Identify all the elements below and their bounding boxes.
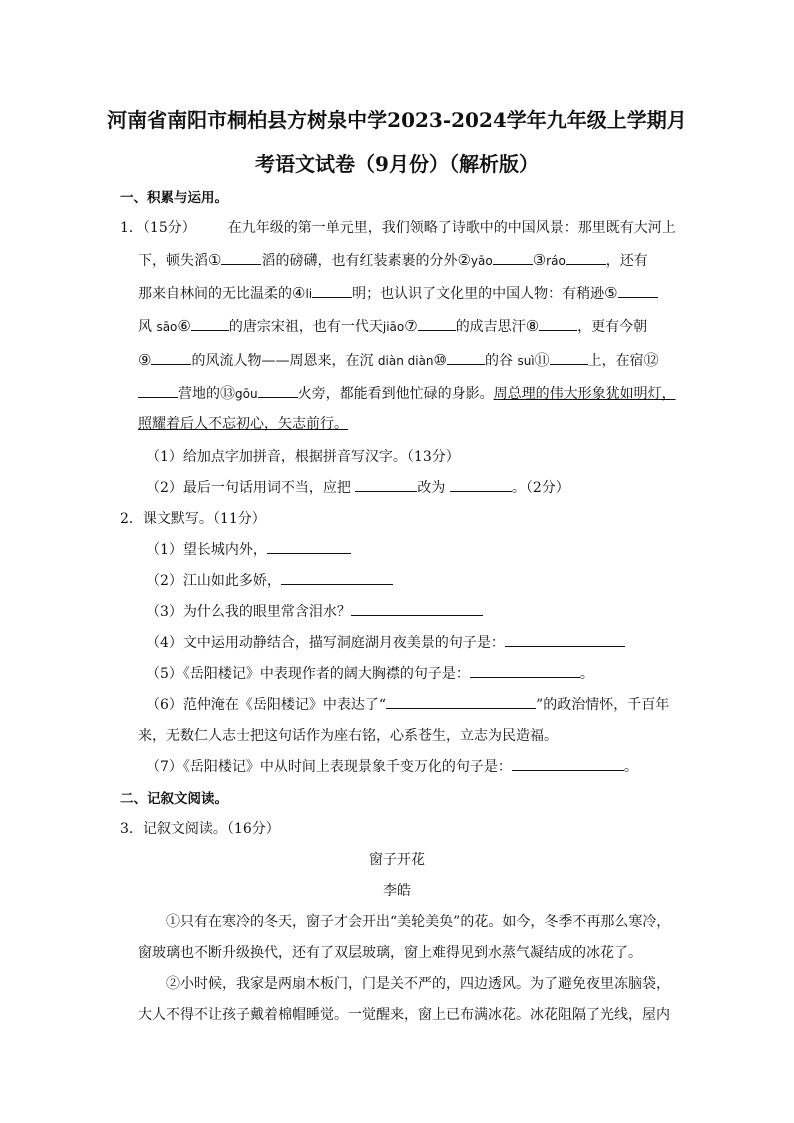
- blank-7[interactable]: [418, 316, 456, 331]
- q1-text-5a: 的风流人物——周恩来，在沉: [191, 353, 374, 369]
- section-heading-2: 二、记叙文阅读。: [120, 791, 228, 807]
- q1-text-2c: ，还有: [605, 253, 648, 269]
- q2-blank-4[interactable]: [505, 632, 625, 647]
- article-author: 李皓: [383, 883, 411, 899]
- q1-text-4a: 风: [138, 319, 152, 335]
- q2-item-6-text-a: （6）范仲淹在《岳阳楼记》中表达了“: [146, 697, 387, 713]
- q1-text-6b: 火旁，都能看到他忙碌的身影。: [297, 386, 494, 402]
- blank-marker-13: ⑬: [220, 384, 236, 402]
- paragraph-2-line-1: ②小时候，我家是两扇木板门，门是关不严的，四边透风。为了避免夜里冻脑袋，: [166, 976, 670, 992]
- q1-sub2-text-a: （2）最后一句话用词不当，应把: [146, 480, 351, 496]
- q1-text-4d: ，更有今朝: [577, 319, 648, 335]
- pinyin-sao: sāo: [156, 320, 178, 334]
- blank-5[interactable]: [618, 283, 658, 298]
- blank-marker-5: ⑤: [604, 284, 618, 302]
- q2-item-7: [146, 756, 638, 776]
- q1-score: （15分）: [142, 220, 196, 236]
- q1-line2: [138, 250, 648, 270]
- q2-item-5: [146, 663, 594, 683]
- q2-item-3-text: （3）为什么我的眼里常含泪水？: [146, 604, 351, 620]
- blank-8[interactable]: [539, 316, 577, 331]
- blank-marker-2: ②: [457, 251, 471, 269]
- q2-heading: 2．课文默写。（11分）: [120, 511, 266, 527]
- q2-blank-7[interactable]: [512, 756, 624, 771]
- q2-item-2: [146, 570, 393, 590]
- q1-number: 1．: [120, 220, 143, 236]
- q1-sub2: [146, 477, 570, 497]
- q1-underlined-sentence-1: 周总理的伟大形象犹如明灯，: [493, 386, 676, 402]
- doc-title-line2: 考语文试卷（9月份）（解析版）: [255, 152, 539, 176]
- doc-title-line1: 河南省南阳市桐柏县方树泉中学2023-2024学年九年级上学期月: [107, 108, 687, 132]
- blank-marker-9: ⑨: [138, 351, 152, 369]
- q2-item-1-text: （1）望长城内外，: [146, 542, 267, 558]
- q1-text-2b: 滔的磅礴，也有红装素裹的分外: [261, 253, 458, 269]
- pinyin-jiao: jiāo: [382, 320, 405, 334]
- q1-line4: [138, 316, 647, 336]
- q1-sub1: （1）给加点字加拼音，根据拼音写汉字。（13分）: [146, 449, 460, 465]
- q1-text-3b: 明；也认识了文化里的中国人物：有稍逊: [352, 286, 605, 302]
- blank-12[interactable]: [138, 383, 178, 398]
- pinyin-gou: gōu: [235, 387, 258, 401]
- sub2-blank-2[interactable]: [450, 477, 512, 492]
- pinyin-diandian: diàn diàn: [377, 354, 434, 368]
- blank-marker-4: ④: [292, 284, 306, 302]
- blank-9[interactable]: [151, 350, 191, 365]
- q2-item-2-text: （2）江山如此多娇，: [146, 573, 281, 589]
- paragraph-2-line-2: 大人不得不让孩子戴着棉帽睡觉。一觉醒来，窗上已布满冰花。冰花阻隔了光线，屋内: [138, 1007, 670, 1023]
- q1-text-5c: 上，在宿: [587, 353, 644, 369]
- q1-underlined-sentence-2: 照耀着后人不忘初心，矢志前行。: [138, 416, 348, 432]
- q2-item-5-end: 。: [579, 666, 594, 682]
- q2-blank-1[interactable]: [267, 539, 351, 554]
- section-heading-1: 一、积累与运用。: [120, 190, 228, 206]
- blank-13[interactable]: [258, 383, 298, 398]
- q1-text-1: 在九年级的第一单元里，我们领略了诗歌中的中国风景：那里既有大河上: [227, 220, 676, 236]
- paragraph-1-line-1: ①只有在寒冷的冬天，窗子才会开出“美轮美奂”的花。如今，冬季不再那么寒冷，: [166, 914, 671, 930]
- blank-marker-10: ⑩: [433, 351, 447, 369]
- blank-marker-3: ③: [532, 251, 547, 269]
- q2-item-1: [146, 539, 351, 559]
- blank-1[interactable]: [221, 250, 261, 265]
- q1-line3: 那来自林间的无比温柔的④li 明；也认识了文化里的中国人物：有稍逊⑤: [138, 283, 658, 303]
- blank-3[interactable]: [566, 250, 606, 265]
- q2-blank-6[interactable]: [386, 694, 536, 709]
- q1-line6: [138, 382, 676, 403]
- q2-item-4-text: （4）文中运用动静结合，描写洞庭湖月夜美景的句子是：: [146, 635, 505, 651]
- blank-marker-1: ①: [208, 251, 222, 269]
- q2-item-4: [146, 632, 625, 652]
- q2-item-7-text: （7）《岳阳楼记》中从时间上表现景象千变万化的句子是：: [146, 759, 512, 775]
- pinyin-yao: yāo: [470, 254, 493, 268]
- q2-item-6-text-b: ”的政治情怀，千百年: [536, 697, 670, 713]
- blank-marker-8: ⑧: [525, 317, 540, 335]
- blank-marker-11: ⑪: [534, 351, 550, 369]
- q1-text-3a: 那来自林间的无比温柔的: [138, 286, 292, 302]
- blank-6[interactable]: [191, 316, 229, 331]
- q1-line1: [120, 217, 676, 237]
- pinyin-sui: suì: [517, 354, 535, 368]
- q1-text-2a: 下，顿失滔: [138, 253, 208, 269]
- pinyin-rao: ráo: [546, 254, 566, 268]
- q2-item-6-cont: 来，无数仁人志士把这句话作为座右铭，心系苍生，立志为民造福。: [138, 728, 558, 744]
- q2-blank-3[interactable]: [351, 601, 483, 616]
- q2-item-7-end: 。: [623, 759, 638, 775]
- q1-text-5b: 的谷: [485, 353, 513, 369]
- q2-item-5-text: （5）《岳阳楼记》中表现作者的阔大胸襟的句子是：: [146, 666, 470, 682]
- q1-sub2-text-c: 。（2分）: [511, 480, 570, 496]
- q1-text-4c: 的成吉思汗: [455, 319, 526, 335]
- q3-heading: 3．记叙文阅读。（16分）: [120, 821, 280, 837]
- q2-blank-2[interactable]: [281, 570, 393, 585]
- q1-text-4b: 的唐宗宋祖，也有一代天: [228, 319, 383, 335]
- blank-marker-7: ⑦: [404, 317, 418, 335]
- blank-2[interactable]: [493, 250, 533, 265]
- q1-line5: [138, 349, 659, 370]
- q1-sub2-text-b: 改为: [417, 480, 446, 496]
- q1-text-6a: 营地的: [178, 386, 220, 402]
- q2-item-6: [146, 694, 669, 714]
- blank-11[interactable]: [550, 350, 588, 365]
- article-title: 窗子开花: [369, 852, 425, 868]
- q2-blank-5[interactable]: [470, 663, 580, 678]
- blank-marker-12: ⑫: [643, 351, 659, 369]
- paragraph-1-line-2: 窗玻璃也不断升级换代，还有了双层玻璃，窗上难得见到水蒸气凝结成的冰花了。: [138, 945, 642, 961]
- q2-item-3: [146, 601, 483, 621]
- blank-marker-6: ⑥: [177, 317, 191, 335]
- blank-4[interactable]: [312, 283, 352, 298]
- blank-10[interactable]: [447, 350, 485, 365]
- sub2-blank-1[interactable]: [355, 477, 417, 492]
